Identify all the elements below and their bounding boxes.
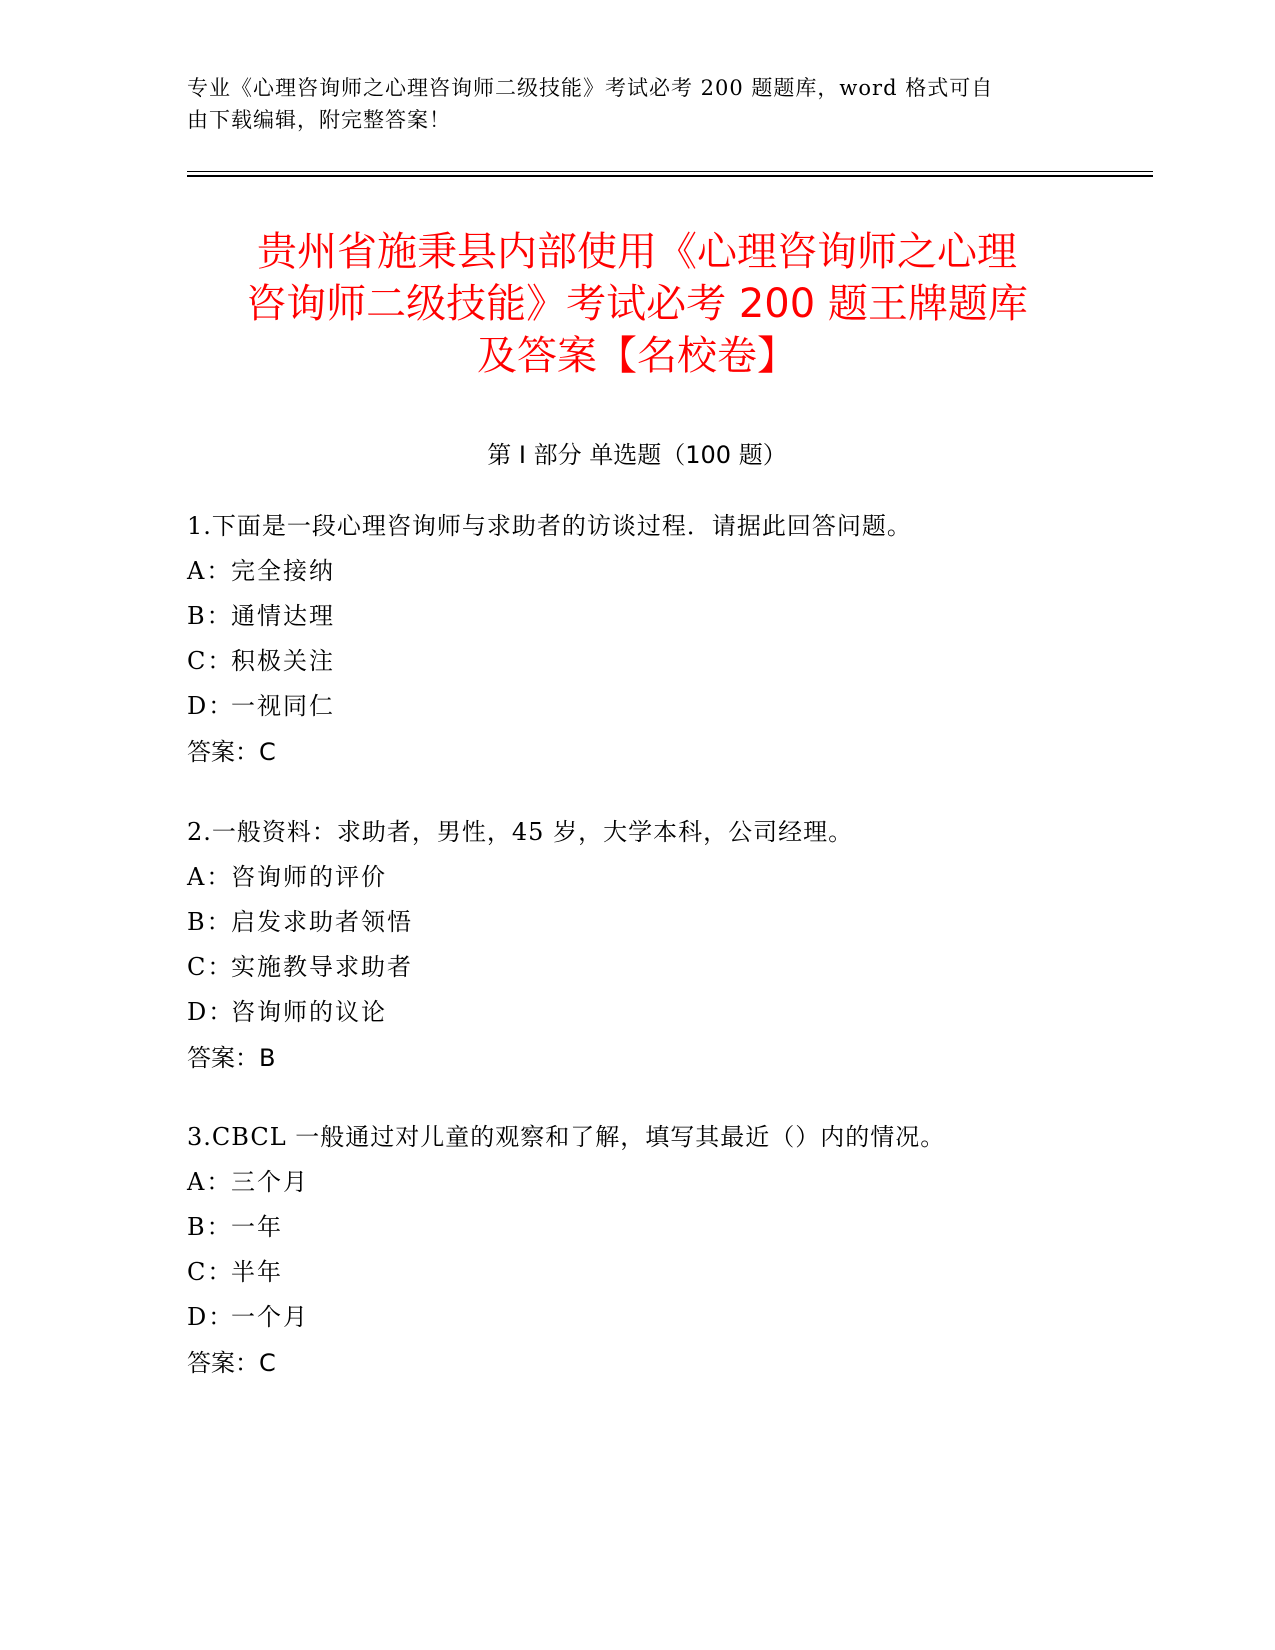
option-text: 半年 [231,1258,283,1286]
header-note-line-2: 由下载编辑，附完整答案！ [187,108,451,132]
question-stem: 1.下面是一段心理咨询师与求助者的访谈过程．请据此回答问题。 [187,512,912,540]
option-c [187,1250,1127,1295]
question-3 [187,1114,1127,1386]
option-c [187,639,1127,684]
option-letter: A： [187,863,233,891]
option-letter: D： [187,1303,235,1331]
option-b [187,594,1127,639]
option-letter: A： [187,1168,233,1196]
question-1 [187,503,1127,775]
document-title-line-1: 贵州省施秉县内部使用《心理咨询师之心理 [257,229,1017,275]
option-letter: B： [187,602,233,630]
option-letter: D： [187,692,235,720]
option-text: 通情达理 [231,602,335,630]
answer-line: 答案：C [187,1349,276,1377]
header-divider-thick [187,175,1153,177]
option-text: 一视同仁 [231,692,335,720]
document-title-line-3: 及答案【名校卷】 [477,333,797,379]
option-letter: C： [187,953,234,981]
section-heading: 第 I 部分 单选题（100 题） [487,441,787,469]
question-stem: 2.一般资料：求助者，男性，45 岁，大学本科，公司经理。 [187,818,854,846]
option-d [187,990,1127,1035]
option-letter: D： [187,998,235,1026]
option-text: 实施教导求助者 [231,953,413,981]
header-note-line-1: 专业《心理咨询师之心理咨询师二级技能》考试必考 200 题题库，word 格式可自 [187,76,994,100]
option-text: 完全接纳 [231,557,335,585]
option-d [187,1295,1127,1340]
option-text: 咨询师的议论 [231,998,387,1026]
question-stem: 3.CBCL 一般通过对儿童的观察和了解，填写其最近（）内的情况。 [187,1123,946,1151]
option-d [187,684,1127,729]
option-text: 积极关注 [231,647,335,675]
document-title-line-2: 咨询师二级技能》考试必考 200 题王牌题库 [246,281,1028,327]
option-text: 咨询师的评价 [231,863,387,891]
option-text: 一年 [231,1213,283,1241]
option-b [187,900,1127,945]
option-a [187,1160,1127,1205]
option-letter: C： [187,647,234,675]
option-text: 启发求助者领悟 [231,908,413,936]
header-divider-thin [187,171,1153,172]
option-text: 三个月 [231,1168,309,1196]
option-a [187,855,1127,900]
option-letter: A： [187,557,233,585]
answer-line: 答案：C [187,738,276,766]
option-text: 一个月 [231,1303,309,1331]
header-note [187,72,1067,136]
question-2 [187,809,1127,1081]
option-b [187,1205,1127,1250]
option-letter: B： [187,1213,233,1241]
option-c [187,945,1127,990]
option-letter: B： [187,908,233,936]
document-title [187,226,1087,382]
option-a [187,549,1127,594]
option-letter: C： [187,1258,234,1286]
answer-line: 答案：B [187,1044,276,1072]
